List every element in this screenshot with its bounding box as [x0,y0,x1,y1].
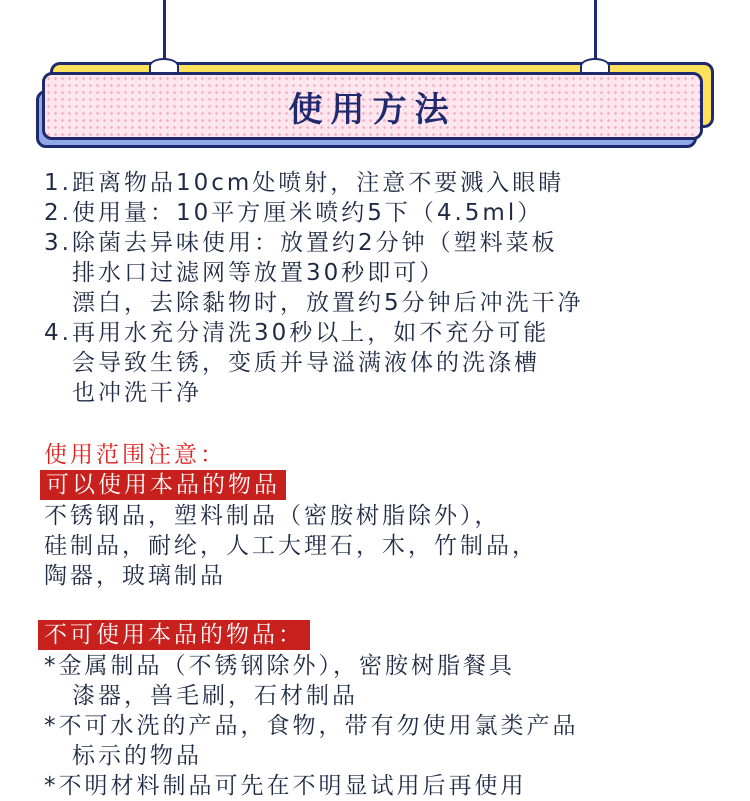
hook-icon-left [149,58,179,74]
usage-step-4-cont-2: 也冲洗干净 [72,380,202,406]
usage-step-3-cont-1: 排水口过滤网等放置30秒即可） [72,260,446,286]
usage-step-3-cont-2: 漂白，去除黏物时，放置约5分钟后冲洗干净 [72,290,584,316]
unusable-line-1: *金属制品（不锈钢除外），密胺树脂餐具 [44,653,515,679]
scope-heading: 使用范围注意： [44,442,226,468]
unusable-line-5: *不明材料制品可先在不明显试用后再使用 [44,773,527,799]
usage-step-3: 3.除菌去异味使用：放置约2分钟（塑料菜板 [44,230,558,256]
usage-step-2: 2.使用量：10平方厘米喷约5下（4.5ml） [44,200,544,226]
unusable-line-4: 标示的物品 [72,743,202,769]
page-title: 使用方法 [288,89,457,130]
usage-step-4: 4.再用水充分清洗30秒以上，如不充分可能 [44,320,550,346]
unusable-items-tag: 不可使用本品的物品： [38,620,310,650]
hook-icon-right [580,58,610,74]
usable-line-1: 不锈钢品，塑料制品（密胺树脂除外）， [44,503,501,529]
unusable-line-2: 漆器，兽毛刷，石材制品 [72,683,358,709]
usable-items-tag: 可以使用本品的物品 [40,470,286,500]
usage-step-1: 1.距离物品10cm处喷射，注意不要溅入眼睛 [44,170,565,196]
hanging-string-left [163,0,166,66]
usable-line-3: 陶器，玻璃制品 [44,563,226,589]
unusable-line-3: *不可水洗的产品，食物，带有勿使用氯类产品 [44,713,579,739]
hanging-string-right [594,0,597,66]
usable-line-2: 硅制品，耐纶，人工大理石，木，竹制品， [44,533,538,559]
usage-step-4-cont-1: 会导致生锈，变质并导溢满液体的洗涤槽 [72,350,540,376]
title-banner [42,72,703,140]
